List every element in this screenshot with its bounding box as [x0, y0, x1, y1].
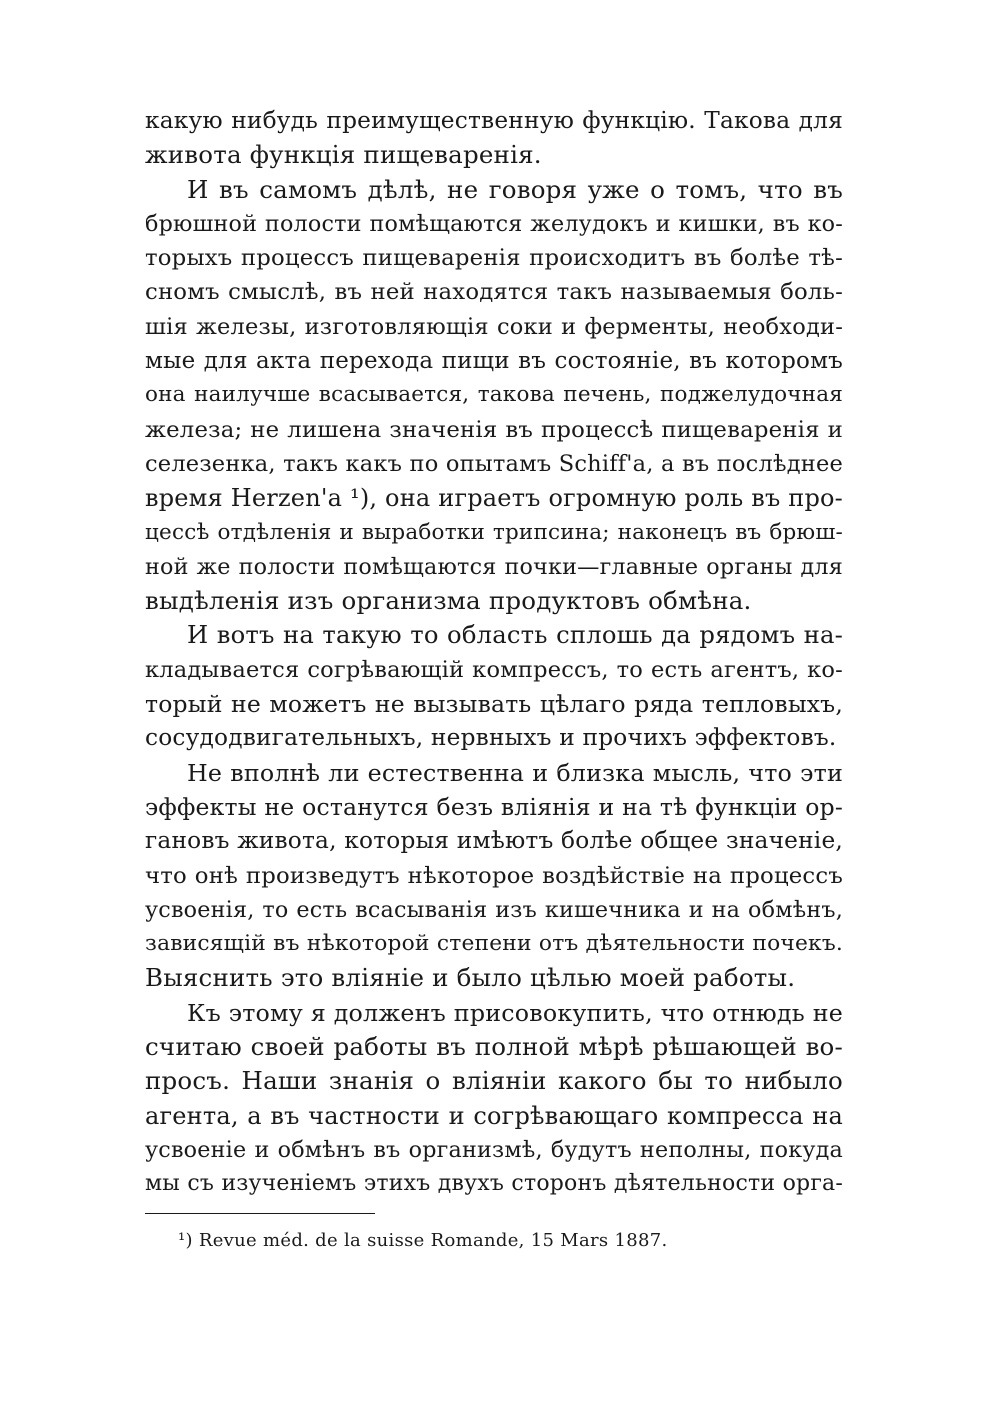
text-line: эффекты не останутся безъ вліянія и на тѣ функціи ор- [145, 792, 843, 821]
text-line: мые для акта перехода пищи въ состояніе, въ которомъ [145, 348, 843, 375]
text-line: ной же полости помѣщаются почки—главные органы для [145, 553, 843, 580]
text-line: гановъ живота, которыя имѣютъ болѣе общее значеніе, [145, 827, 843, 855]
paragraph-start-line: И вотъ на такую то область сплошь да рядомъ на- [187, 620, 843, 650]
paragraph-start-line: Къ этому я долженъ присовокупить, что отнюдь не [187, 998, 843, 1027]
text-line: выдѣленія изъ организма продуктовъ обмѣна. [145, 586, 752, 616]
body-text [145, 104, 843, 1202]
text-line: селезенка, такъ какъ по опытамъ Schiff'a, а въ послѣднее [145, 450, 843, 477]
text-line: сосудодвигательныхъ, нервныхъ и прочихъ эффектовъ. [145, 724, 837, 752]
text-line: она наилучше всасывается, такова печень, поджелудочная [145, 382, 843, 408]
footnote-divider [145, 1213, 375, 1214]
text-line: сномъ смыслѣ, въ ней находятся такъ называемыя боль- [145, 279, 843, 306]
text-line: просъ. Наши знанія о вліяніи какого бы то нибыло [145, 1066, 843, 1096]
text-line: считаю своей работы въ полной мѣрѣ рѣшающей во- [145, 1032, 843, 1062]
paragraph-start-line: Не вполнѣ ли естественна и близка мысль, что эти [187, 758, 843, 787]
text-line: цессѣ отдѣленія и выработки трипсина; наконецъ въ брюш- [145, 519, 843, 545]
text-line: торыхъ процессъ пищеваренія происходитъ въ болѣе тѣ- [145, 245, 843, 272]
text-line: усвоеніе и обмѣнъ въ организмѣ, будутъ неполны, покуда [145, 1136, 843, 1163]
text-line: живота функція пищеваренія. [145, 140, 542, 170]
text-line: шія железы, изготовляющія соки и ферменты, необходи- [145, 313, 843, 340]
text-line: усвоенія, то есть всасыванія изъ кишечника и на обмѣнъ, [145, 896, 843, 923]
footnote: ¹) Revue méd. de la suisse Romande, 15 Mars 1887. [178, 1230, 668, 1251]
text-line: Выяснить это вліяніе и было цѣлью моей работы. [145, 963, 796, 993]
text-line: брюшной полости помѣщаются желудокъ и кишки, въ ко- [145, 210, 843, 237]
text-line: кладывается согрѣвающій компрессъ, то есть агентъ, ко- [145, 656, 843, 683]
text-line: железа; не лишена значенія въ процессѣ пищеваренія и [145, 416, 843, 443]
text-line: зависящій въ нѣкоторой степени отъ дѣятельности почекъ. [145, 931, 843, 957]
text-line: время Herzen'a ¹), она играетъ огромную роль въ про- [145, 484, 843, 513]
text-line: что онѣ произведутъ нѣкоторое воздѣйствіе на процессъ [145, 862, 843, 889]
text-line: какую нибудь преимущественную функцію. Такова для [145, 107, 843, 134]
text-line: агента, а въ частности и согрѣвающаго компресса на [145, 1101, 843, 1130]
text-line: мы съ изученіемъ этихъ двухъ сторонъ дѣятельности орга- [145, 1171, 843, 1197]
paragraph-start-line: И въ самомъ дѣлѣ, не говоря уже о томъ, что въ [187, 174, 843, 204]
text-line: торый не можетъ не вызывать цѣлаго ряда тепловыхъ, [145, 690, 843, 719]
